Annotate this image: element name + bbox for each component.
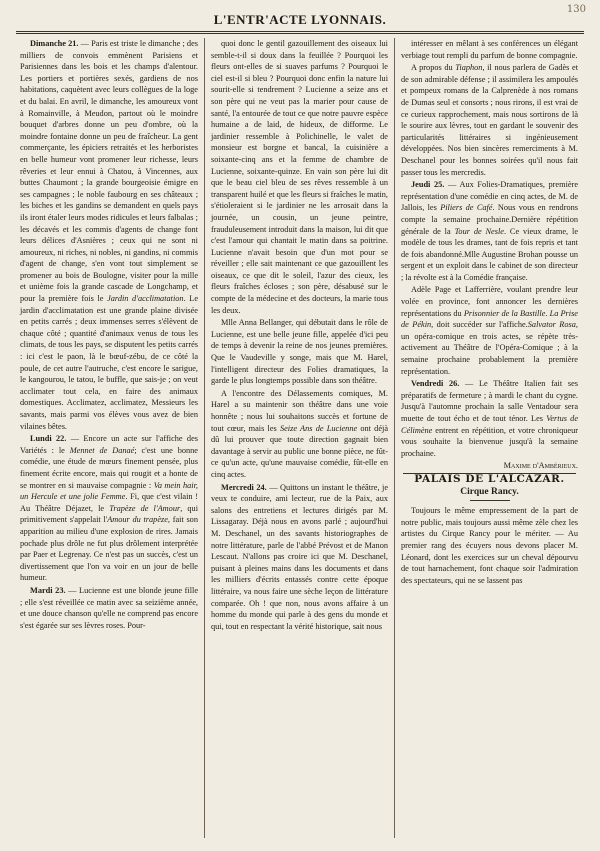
body-text: . Ce vieux drame, le modèle de tous les drames, tant de fois repris et tant de fois abandonné. (401, 226, 578, 259)
body-text: Adèle Page et Lafferrière, voulant prendre leur volée en province, font annoncer les dernières représentations du (401, 285, 578, 318)
signature: Maxime d'Ambérieux. (503, 461, 578, 471)
body-text: Dernière répétition générale de la (401, 214, 578, 236)
paragraph (211, 388, 388, 481)
paragraph (20, 585, 198, 631)
body-text: Mlle Anna Bellanger, qui débutait dans le rôle de Lucienne, est une belle jeune fille, appelée d'ici peu de temps à devenir la reine de nos jeunes premières. Que le Vaudeville y songe, mais que M. Harel, l'intelligent directeur des Folies dramatiques, la garde le plus longtemps possible dans son théâtre. (211, 318, 388, 386)
section-title: PALAIS DE L'ALCAZAR. (414, 472, 565, 485)
body-text: — Quittons un instant le théâtre, je veux te conduire, ami lecteur, rue de la Paix, aux salons des entretiens et lectures dirigés par M. Lissagaray. Déjà nous en avons parlé ; aujourd'hui M. Deschanel, un des savants historiographes de notre littérature, parle de l'abbé Prévost et de Manon Lescaut. N'allons pas croire ici que M. Deschanel, puisant à pleines mains dans les documents et dans les milliers d'écrits entassés contre cette époque littéraire, va nous faire une sèche leçon de littérature comparée. Oh ! que non, nous avons affaire à un homme du monde qui parle à des gens du monde et qui, tout en respectant la vérité historique, sait nous (211, 482, 388, 631)
italic-title: Amour du trapèze (107, 515, 168, 525)
columns (14, 38, 586, 838)
paragraph (401, 378, 578, 459)
body-text: — Le Théâtre Italien fait ses préparatifs de fermeture ; à mardi le chant du cygne. Jusqu'à l'automne prochain la salle Ventadour sera muette de tout écho et de tout ténor. Les (401, 379, 578, 423)
column-2 (204, 38, 394, 838)
body-text: A propos du (411, 63, 456, 73)
body-text: ont déjà dû lui prouver que toute direction gagnait bien davantage à servir au public une bonne pièce, ne fût-ce qu'un acte, qu'une mauvaise comédie, fût-elle en cinq actes. (211, 423, 389, 479)
body-text: , fait son apparition au milieu d'une explosion de rires. Jamais pochade plus drôle ne fut plus drôlement interprétée par Paer et Legrenay. Ce n'est pas un succès, c'est un divertissement que l'on va voir en un jour de belle humeur. (20, 515, 198, 583)
italic-title: Va mein hair, un Hercule et une jolie Femme (20, 480, 198, 502)
section-subtitle: Cirque Rancy. (460, 486, 519, 497)
italic-title: Mennet de Danaé (69, 445, 135, 455)
body-text: A l'encontre des Délassements comiques, M. Harel a su maintenir son théâtre dans une voie honnête ; nous lui souhaitons succès et fortune de tout cœur, mais les (211, 388, 388, 433)
column-1 (14, 38, 204, 838)
day-heading: Mercredi 24. (221, 482, 267, 492)
paragraph (20, 433, 198, 584)
paragraph (401, 284, 578, 377)
body-text: — Encore un acte sur l'affiche des Variétés : le (20, 434, 198, 455)
paragraph (211, 482, 388, 633)
body-text: , qui primitivement s'appelait l' (20, 503, 198, 525)
italic-title: Seize Ans de Lucienne (279, 423, 358, 433)
body-text: intéresser en mêlant à ses conférences un élégant verbiage tout rempli du parfum de bonne compagnie. (401, 39, 578, 60)
day-heading: Jeudi 25. (411, 180, 445, 190)
paragraph (211, 38, 388, 316)
body-text: , doit succéder sur l'affiche. (431, 320, 528, 330)
italic-title: Tiaphon (455, 63, 483, 73)
body-text: , il nous parlera de Gadès et de son admirable défense ; il assimilera les ampoulés et pompeux romans de la Calprenède à nos romans de Dumas seul et consorts ; nous rirons, il est vrai de ce curieux rapprochement, mais nous sortirons de là le sourire aux lèvres, tout en gardant le souvenir des particularités littéraires si ingénieusement développées. Nos bien sincères remerciments à M. Deschanel pour les bonnes soirées qu'il nous fait passer tous les mercredis. (401, 63, 579, 177)
masthead-rule (16, 31, 584, 34)
italic-title: La Prise de Pékin (401, 308, 578, 330)
subtitle-rule (470, 500, 510, 501)
masthead: L'ENTR'ACTE LYONNAIS. (213, 12, 387, 27)
day-heading: Mardi 23. (30, 585, 66, 595)
folio-number: 130 (566, 4, 586, 15)
italic-title: Tour de Nesle (454, 226, 504, 236)
paragraph (401, 62, 578, 178)
body-text: ; c'est une bonne comédie, une étude de mœurs finement pensée, plus finement écrite encore, mais qui rougit et a honte de se montrer en si mauvaise compagnie : (20, 445, 198, 490)
body-text: Toujours le même empressement de la part de notre public, mais toujours aussi même zèle chez les artistes du Cirque Rancy pour le mériter. — Au premier rang des écuyers nous devons placer M. Léonard, dont les exercices sur un cheval dépourvu de tout harnachement, font chaque soir l'admiration des spectateurs, qui ne se lassent pas (401, 506, 578, 585)
italic-title: Jardin d'acclimatation (107, 294, 184, 304)
body-text: , un opéra-comique en trois actes, se répète très-activement au Théâtre de l'Opéra-Comique ; à la semaine prochaine probablement la première représentation. (401, 320, 578, 376)
day-heading: Dimanche 21. (30, 39, 79, 48)
italic-title: Salvator Rosa (527, 320, 576, 330)
paragraph (401, 505, 578, 586)
paragraph (20, 38, 198, 432)
day-heading: Vendredi 26. (411, 379, 460, 389)
paragraph (401, 38, 578, 61)
italic-title: Vertus de Célimène (401, 414, 578, 435)
italic-title: Piliers de Café (440, 203, 493, 213)
body-text: . Nous vous en rendrons compte la semaine prochaine. (401, 203, 578, 224)
body-text: Mlle Augustine Brohan pousse un sergent et un exploit dans le cabinet de son directeur ; la révolte est à la Comédie française. (401, 249, 578, 282)
column-3 (394, 38, 584, 838)
italic-title: Trapèze de l'Amour (109, 503, 181, 513)
body-text: quoi donc le gentil gazouillement des oiseaux lui semble-t-il si doux dans la feuillée ? Pourquoi les fleurs ont-elles de si suaves parfums ? Pourquoi le ciel est-il si bleu ? Pourquoi donc enfin la nature lui sourit-elle si tendrement ? Lucienne a seize ans et son père qui ne veut pas la marier pour cause de santé, l'a entourée de tout ce que notre pauvre espèce humaine a de laid, de hideux, de difforme. Le jardinier ressemble à Polichinelle, le valet de monsieur est borgne et bancal, la cuisinière a soixante-cinq ans et la femme de chambre de Lucienne, soixante-quinze. En vain son père lui dit que le beau ciel bleu de ses rêves ressemble à un transparent huilé et que les fleurs si fraîches le matin, s'étioleraient si le jardinier ne les arrosait dans la journée, un cousin, un jeune peintre, frauduleusement introduit dans la maison, lui dit que c'est l'amour qui chantait le matin dans sa poitrine. Lucienne n'avait besoin que d'un mot pour se réveiller ; elle sait maintenant ce que gazouillent les oiseaux, ce que dit le soleil, l'azur des cieux, les fleurs fraîches écloses ; son père, désabusé sur le compte de la médecine et des docteurs, la marie tous les deux. (211, 39, 388, 315)
italic-title: Prisonnier de la Bastille (463, 308, 546, 318)
body-text: — Paris est triste le dimanche ; des milliers de convois emmènent Parisiens et Parisiennes dans les bois et les champs d'alentour. Les portiers et portières sexés, gardiens de nos habitations, caquètent avec leurs collègues de la loge et du balai. En avril, le dimanche, les amoureux vont à Romainville, à Meudon, partout où le moindre bouquet d'arbres donne un peu d'ombre, où la moindre fontaine donne un peu de fraîcheur. La gent commerçante, les épiciers retraités et les herboristes en belle humeur vont promener leur richesse, leurs rêveries et leur ennui à Chatou, à Vincennes, aux buttes Chaumont ; la grande bourgeoisie émigre en ses campagnes ; le noble faubourg en ses châteaux ; les biches et les gandins se demandent en quels pays ils iront étaler leurs modes ridicules et leurs falbalas ; les décavés et les commis d'agents de change font leurs délices d'Asnières ; ceux qui ne sont ni amoureux, ni riches, ni nobles, ni gandins, ni commis d'agent de change, s'en vont tout simplement se promener au bois de Boulogne, visiter pour la mille et unième fois la grande cascade de Longchamp, et pour la première fois le (20, 39, 198, 304)
body-text: . (545, 308, 550, 318)
body-text: . Fi, que c'est vilain ! Au Théâtre Déjazet, le (20, 492, 198, 513)
paragraph (211, 317, 388, 387)
body-text: — Lucienne est une blonde jeune fille ; elle s'est réveillée ce matin avec sa seizième année, et une douce chanson qu'elle ne comprend pas encore s'est égarée sur ses lèvres roses. Pour- (20, 585, 199, 630)
day-heading: Lundi 22. (30, 434, 67, 444)
body-text: — Aux Folies-Dramatiques, première représentation d'une comédie en cinq actes, de M. de Jallois, les (401, 180, 579, 213)
body-text: . Le jardin d'acclimatation est une grande plaine divisée en petits carrés ; deux immenses serres s'élèvent de chaque côté ; quantité d'animaux venus de tous les climats, de tous les pays, se disputent les petits carrés : ici c'est le paon, là le bœuf-zébu, de ce côté la poule, de cet autre l'autruche, c'est encore le sarigue, le kangourou, le tatou, le buffle, que sais-je ; on veut acclimater tout cela, en faire des animaux domestiques. Acclimatez, acclimatez, Messieurs les savants, mais parmi vos élèves vous avez de bien vilaines bêtes. (20, 294, 198, 431)
body-text: entrent en répétition, et votre chroniqueur vous souhaite la bienvenue jusqu'à la semaine prochaine. (401, 425, 578, 458)
paragraph (401, 179, 578, 283)
